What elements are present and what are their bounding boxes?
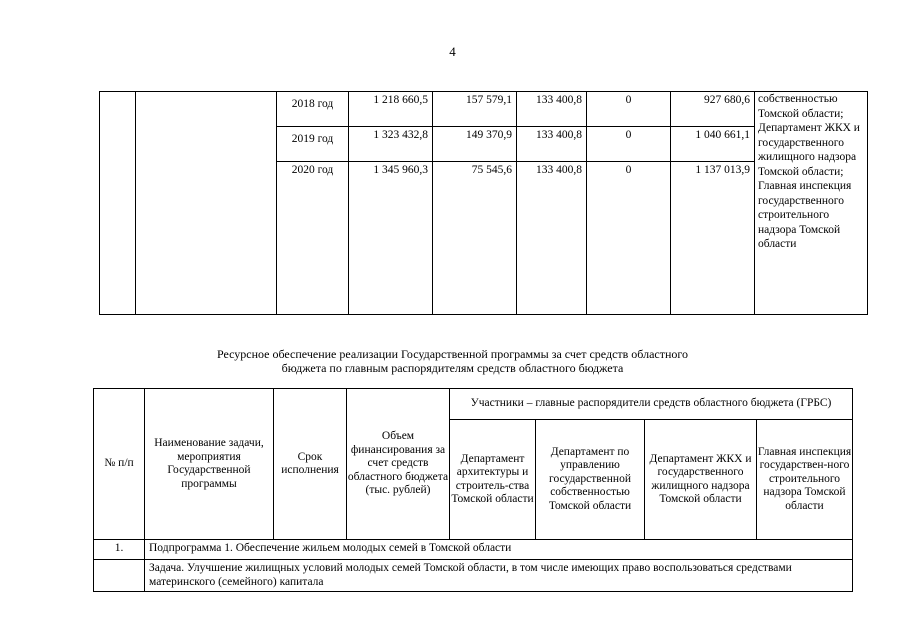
header-name: Наименование задачи, мероприятия Государственной программы bbox=[145, 389, 274, 540]
value-cell: 149 370,9 bbox=[433, 127, 517, 162]
table-row bbox=[100, 92, 868, 127]
row-num bbox=[94, 560, 145, 592]
value-cell: 133 400,8 bbox=[517, 162, 587, 315]
section-title-line: бюджета по главным распорядителям средств областного бюджета bbox=[281, 361, 624, 375]
continuation-table bbox=[99, 91, 868, 315]
empty-num-cell bbox=[100, 92, 136, 315]
total-cell: 1 218 660,5 bbox=[349, 92, 433, 127]
executor-cell: собственностью Томской области; Департамент ЖКХ и государственного жилищного надзора Томской области; Главная инспекция государственного строительного надзора Томской области bbox=[755, 92, 868, 315]
task-cell: Задача. Улучшение жилищных условий молодых семей Томской области, в том числе имеющих право воспользоваться средствами материнского (семейного) капитала bbox=[145, 560, 853, 592]
subprogram-cell: Подпрограмма 1. Обеспечение жильем молодых семей в Томской области bbox=[145, 540, 853, 560]
empty-name-cell bbox=[136, 92, 277, 315]
value-cell: 0 bbox=[587, 127, 671, 162]
value-cell: 157 579,1 bbox=[433, 92, 517, 127]
value-cell: 1 137 013,9 bbox=[671, 162, 755, 315]
header-volume: Объем финансирования за счет средств областного бюджета (тыс. рублей) bbox=[347, 389, 450, 540]
table-row bbox=[94, 540, 853, 560]
header-dep-housing: Департамент ЖКХ и государственного жилищного надзора Томской области bbox=[645, 420, 757, 540]
header-term: Срок исполнения bbox=[274, 389, 347, 540]
year-cell: 2019 год bbox=[277, 127, 349, 162]
header-dep-inspection: Главная инспекция государствен-ного строительного надзора Томской области bbox=[757, 420, 853, 540]
resource-table bbox=[93, 388, 853, 592]
header-num: № п/п bbox=[94, 389, 145, 540]
value-cell: 133 400,8 bbox=[517, 92, 587, 127]
header-dep-architecture: Департамент архитектуры и строитель-ства Томской области bbox=[450, 420, 536, 540]
year-cell: 2018 год bbox=[277, 92, 349, 127]
value-cell: 1 040 661,1 bbox=[671, 127, 755, 162]
value-cell: 75 545,6 bbox=[433, 162, 517, 315]
table-row bbox=[94, 560, 853, 592]
header-row bbox=[94, 389, 853, 420]
value-cell: 0 bbox=[587, 92, 671, 127]
value-cell: 0 bbox=[587, 162, 671, 315]
value-cell: 927 680,6 bbox=[671, 92, 755, 127]
section-title bbox=[0, 347, 905, 375]
page-number: 4 bbox=[449, 44, 456, 59]
value-cell: 133 400,8 bbox=[517, 127, 587, 162]
total-cell: 1 323 432,8 bbox=[349, 127, 433, 162]
section-title-line: Ресурсное обеспечение реализации Государственной программы за счет средств областного bbox=[216, 347, 689, 361]
total-cell: 1 345 960,3 bbox=[349, 162, 433, 315]
header-participants: Участники – главные распорядители средств областного бюджета (ГРБС) bbox=[450, 389, 853, 420]
year-cell: 2020 год bbox=[277, 162, 349, 315]
row-num: 1. bbox=[94, 540, 145, 560]
header-dep-property: Департамент по управлению государственной собственностью Томской области bbox=[536, 420, 645, 540]
